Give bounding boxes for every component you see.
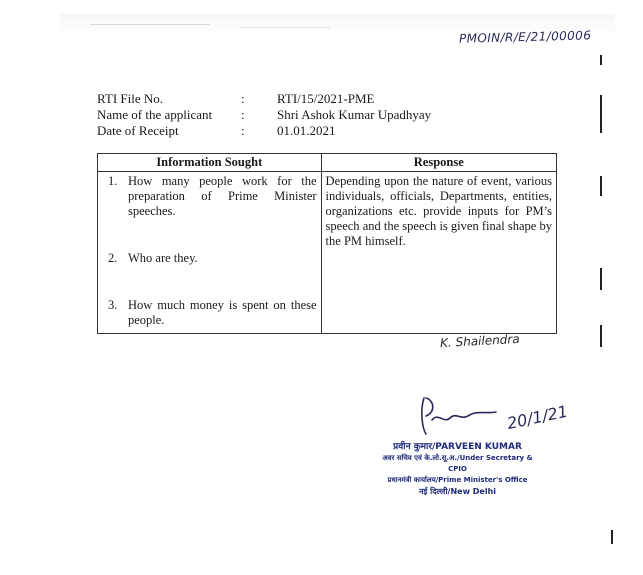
- signature-date: 20/1/21: [505, 401, 570, 434]
- stamp-office: प्रधानमंत्री कार्यालय/Prime Minister's Office: [387, 476, 528, 484]
- stamp-designation: अवर सचिव एवं के.लो.सू.अ./Under Secretary & CPIO: [382, 454, 533, 473]
- question-number: 3.: [108, 298, 118, 312]
- question-text: Who are they.: [128, 251, 198, 265]
- question-text: How many people work for the preparation of Prime Minister speeches.: [128, 174, 317, 218]
- scan-edge-mark: [600, 268, 602, 290]
- question-number: 1.: [108, 174, 118, 188]
- response-cell: [321, 172, 556, 334]
- meta-row-file-no: [97, 91, 431, 107]
- file-metadata: [97, 91, 431, 139]
- meta-label: Name of the applicant: [97, 107, 213, 122]
- response-text: Depending upon the nature of event, various individuals, officials, Departments, entities, organizations etc. provide inputs for PM’s speech and the speech is given final shape by the PM himself.: [325, 174, 552, 248]
- header-response: Response: [321, 154, 556, 172]
- handwritten-reference-number: PMOIN/R/E/21/00006: [458, 28, 592, 46]
- scan-edge-mark: [600, 55, 602, 65]
- initial-signature: K. Shailendra: [439, 331, 520, 351]
- scan-artifact-line: [90, 24, 210, 25]
- question-number: 2.: [108, 251, 118, 265]
- table-header-row: [98, 154, 557, 172]
- stamp-city: नई दिल्ली/New Delhi: [418, 487, 497, 496]
- scan-edge-mark: [600, 176, 602, 196]
- scan-edge-mark: [600, 95, 602, 133]
- question-item: [102, 174, 317, 219]
- scan-edge-mark: [600, 325, 602, 347]
- meta-colon: :: [241, 107, 245, 122]
- rti-response-table: [97, 153, 557, 334]
- question-item: [102, 298, 317, 328]
- scan-edge-mark: [611, 530, 613, 544]
- meta-colon: :: [241, 91, 245, 106]
- question-text: How much money is spent on these people.: [128, 298, 317, 327]
- header-information-sought: Information Sought: [98, 154, 322, 172]
- meta-value-applicant: Shri Ashok Kumar Upadhyay: [277, 107, 432, 122]
- meta-value-receipt-date: 01.01.2021: [277, 123, 336, 138]
- question-item: [102, 251, 317, 266]
- meta-row-applicant: [97, 107, 431, 123]
- table-row: [98, 172, 557, 334]
- meta-colon: :: [241, 123, 245, 138]
- questions-cell: [98, 172, 322, 334]
- official-stamp: [375, 442, 540, 497]
- meta-label: RTI File No.: [97, 91, 164, 106]
- meta-value-file-no: RTI/15/2021-PME: [277, 91, 375, 106]
- meta-label: Date of Receipt: [97, 123, 179, 138]
- stamp-name: प्रवीन कुमार/PARVEEN KUMAR: [393, 442, 522, 452]
- officer-signature: [412, 390, 582, 440]
- meta-row-receipt-date: [97, 123, 431, 139]
- scan-artifact-line: [240, 27, 330, 28]
